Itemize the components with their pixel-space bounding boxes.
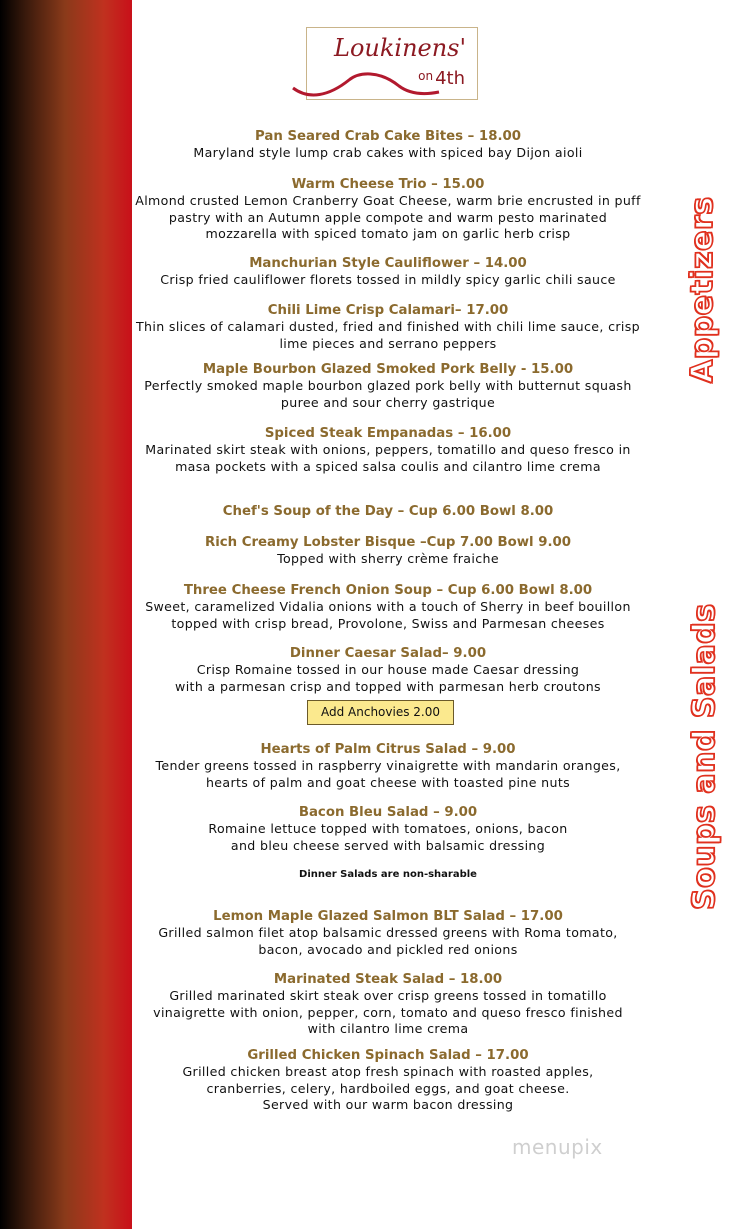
- logo-location: $^{on}$ 4th: [418, 68, 465, 89]
- item-title: Spiced Steak Empanadas – 16.00: [264, 426, 512, 441]
- item-title: Warm Cheese Trio – 15.00: [291, 177, 485, 192]
- item-title: Manchurian Style Cauliflower – 14.00: [249, 256, 527, 271]
- item-title: Marinated Steak Salad – 18.00: [273, 972, 503, 987]
- item-description: puree and sour cherry gastrique: [280, 394, 496, 410]
- item-description: Sweet, caramelized Vidalia onions with a touch of Sherry in beef bouillon: [145, 599, 631, 614]
- item-title: Hearts of Palm Citrus Salad – 9.00: [260, 742, 516, 757]
- non-sharable-note: Dinner Salads are non-sharable: [299, 869, 477, 880]
- item-title: Maple Bourbon Glazed Smoked Pork Belly - 15.00: [202, 362, 574, 377]
- item-description: Thin slices of calamari dusted, fried and finished with chili lime sauce, crisp: [136, 319, 640, 334]
- soups-salads-section-label: Soups and Salads: [687, 603, 722, 910]
- item-description: Tender greens tossed in raspberry vinaigrette with mandarin oranges,: [155, 758, 621, 773]
- appetizers-section-label: Appetizers: [685, 196, 720, 383]
- item-description: with cilantro lime crema: [307, 1021, 469, 1036]
- menu-item: [130, 972, 646, 1038]
- item-description: hearts of palm and goat cheese with toasted pine nuts: [205, 774, 571, 790]
- item-description: vinaigrette with onion, pepper, corn, tomato and queso fresco finished: [153, 1004, 623, 1020]
- menu-item: [130, 177, 646, 243]
- menu-item: [130, 256, 646, 289]
- item-description: bacon, avocado and pickled red onions: [258, 941, 518, 957]
- item-description: Served with our warm bacon dressing: [262, 1097, 514, 1112]
- item-title: Grilled Chicken Spinach Salad – 17.00: [247, 1048, 529, 1063]
- item-description: masa pockets with a spiced salsa coulis and cilantro lime crema: [175, 458, 601, 474]
- add-anchovies-box: Add Anchovies 2.00: [307, 700, 454, 725]
- item-description: Almond crusted Lemon Cranberry Goat Cheese, warm brie encrusted in puff: [135, 193, 641, 208]
- menu-item: [130, 583, 646, 632]
- item-description: Topped with sherry crème fraiche: [277, 551, 499, 566]
- item-description: topped with crisp bread, Provolone, Swiss and Parmesan cheeses: [171, 615, 605, 631]
- item-description: Maryland style lump crab cakes with spiced bay Dijon aioli: [193, 145, 583, 160]
- menu-item: [130, 742, 646, 791]
- item-description: Grilled marinated skirt steak over crisp greens tossed in tomatillo: [169, 988, 607, 1003]
- watermark: menupix: [512, 1135, 603, 1159]
- item-title: Chef's Soup of the Day – Cup 6.00 Bowl 8.00: [222, 504, 554, 519]
- menu-item: [130, 805, 646, 854]
- item-description: Grilled salmon filet atop balsamic dressed greens with Roma tomato,: [158, 925, 618, 940]
- item-title: Three Cheese French Onion Soup – Cup 6.00 Bowl 8.00: [183, 583, 593, 598]
- menu-item: [130, 362, 646, 411]
- menu-item: [130, 646, 646, 695]
- item-description: mozzarella with spiced tomato jam on garlic herb crisp: [205, 226, 571, 241]
- restaurant-logo: [306, 27, 478, 100]
- item-description: Grilled chicken breast atop fresh spinach with roasted apples,: [182, 1064, 594, 1079]
- item-description: pastry with an Autumn apple compote and warm pesto marinated: [168, 209, 608, 225]
- item-description: Perfectly smoked maple bourbon glazed pork belly with butternut squash: [144, 378, 632, 393]
- menu-item: [130, 504, 646, 520]
- item-description: with a parmesan crisp and topped with parmesan herb croutons: [175, 678, 601, 694]
- decorative-side-band: [0, 0, 130, 1229]
- item-title: Dinner Caesar Salad– 9.00: [289, 646, 487, 661]
- item-title: Lemon Maple Glazed Salmon BLT Salad – 17.00: [213, 909, 563, 924]
- menu-item: [130, 909, 646, 958]
- item-description: Crisp Romaine tossed in our house made Caesar dressing: [196, 662, 580, 677]
- menu-item: [130, 426, 646, 475]
- item-title: Bacon Bleu Salad – 9.00: [298, 805, 478, 820]
- item-description: and bleu cheese served with balsamic dressing: [230, 837, 546, 853]
- item-title: Pan Seared Crab Cake Bites – 18.00: [255, 129, 521, 144]
- menu-item: [130, 535, 646, 568]
- item-title: Chili Lime Crisp Calamari– 17.00: [267, 303, 509, 318]
- item-description: Crisp fried cauliflower florets tossed in mildly spicy garlic chili sauce: [160, 272, 616, 287]
- item-description: lime pieces and serrano peppers: [279, 335, 497, 351]
- menu-item: [130, 129, 646, 162]
- item-title: Rich Creamy Lobster Bisque –Cup 7.00 Bowl 9.00: [204, 535, 572, 550]
- item-description: Romaine lettuce topped with tomatoes, onions, bacon: [208, 821, 568, 836]
- menu-item: [130, 303, 646, 352]
- logo-name: Loukinens': [334, 34, 467, 62]
- item-description: Marinated skirt steak with onions, peppers, tomatillo and queso fresco in: [145, 442, 631, 457]
- menu-item: [130, 1048, 646, 1114]
- item-description: cranberries, celery, hardboiled eggs, and goat cheese.: [206, 1080, 570, 1096]
